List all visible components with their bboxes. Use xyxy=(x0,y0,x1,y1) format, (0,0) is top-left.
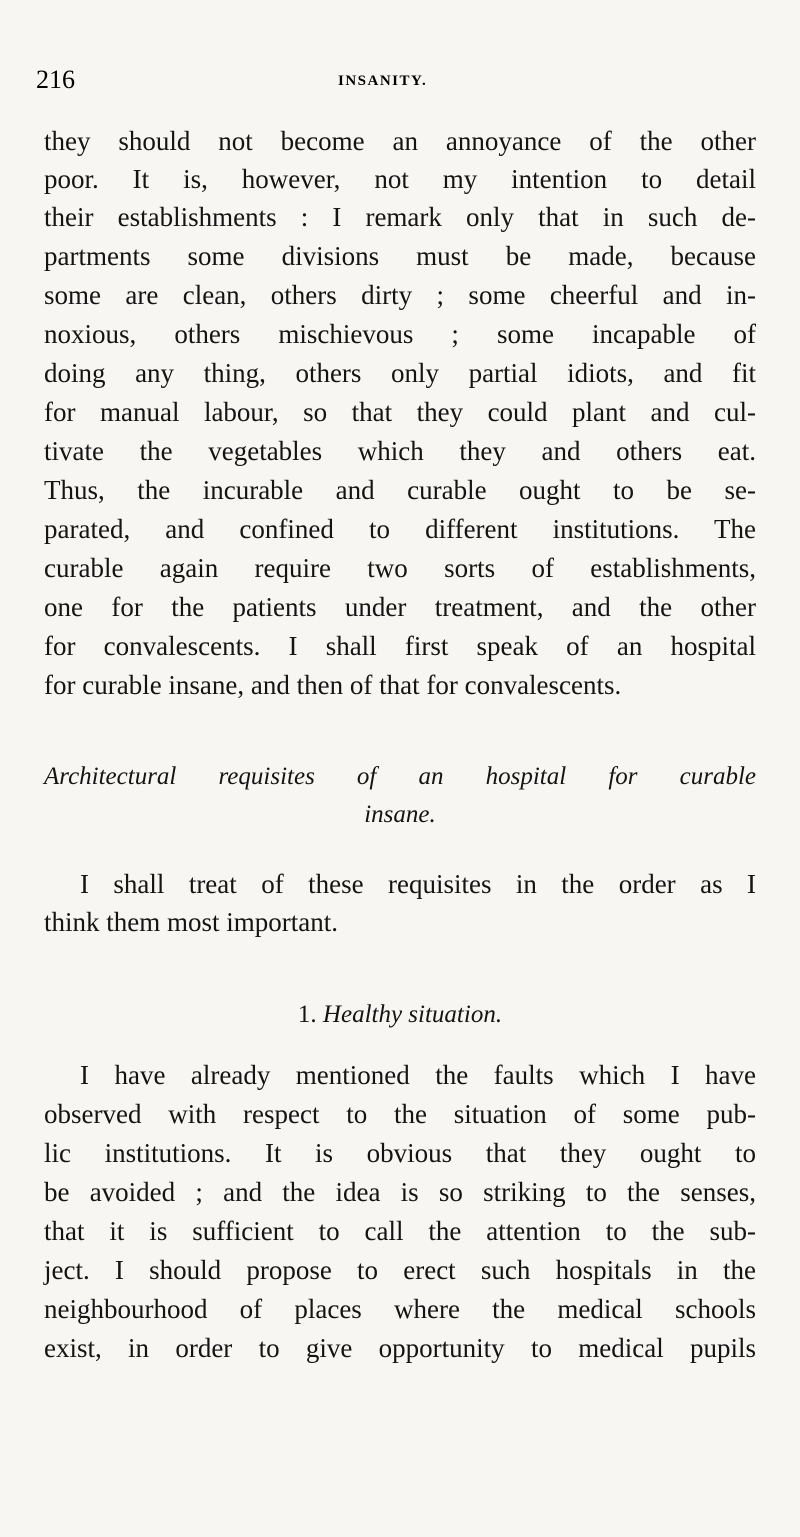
text-line: for manual labour, so that they could plant and cul- xyxy=(44,397,756,427)
text-line: that it is sufficient to call the attention to the sub- xyxy=(44,1216,756,1246)
text-line: I shall treat of these requisites in the order as I xyxy=(80,869,756,899)
section-heading-line: insane. xyxy=(364,801,436,828)
running-title: INSANITY. xyxy=(338,73,428,89)
text-line: noxious, others mischievous ; some incapable of xyxy=(44,319,756,349)
subsection-title: Healthy situation. xyxy=(322,1001,503,1028)
text-line: lic institutions. It is obvious that they ought to xyxy=(44,1138,756,1168)
text-line: one for the patients under treatment, and the other xyxy=(44,592,756,622)
text-line: they should not become an annoyance of the other xyxy=(44,126,756,156)
text-line: be avoided ; and the idea is so striking to the senses, xyxy=(44,1177,756,1207)
page-number: 216 xyxy=(36,65,75,94)
section-heading-line: Architectural requisites of an hospital for curable xyxy=(44,763,756,790)
text-line: I have already mentioned the faults which I have xyxy=(80,1060,756,1090)
text-line: neighbourhood of places where the medical schools xyxy=(44,1294,756,1324)
text-line: partments some divisions must be made, because xyxy=(44,241,756,271)
running-head xyxy=(36,62,756,98)
text-line: their establishments : I remark only that in such de- xyxy=(44,202,756,232)
text-line: doing any thing, others only partial idiots, and fit xyxy=(44,358,756,388)
subsection-heading xyxy=(44,996,756,1034)
text-line: exist, in order to give opportunity to medical pupils xyxy=(44,1333,756,1363)
subsection-number: 1. xyxy=(297,1001,317,1028)
text-line: tivate the vegetables which they and others eat. xyxy=(44,436,756,466)
text-line: some are clean, others dirty ; some cheerful and in- xyxy=(44,280,756,310)
text-line: think them most important. xyxy=(44,907,338,937)
text-line: curable again require two sorts of establishments, xyxy=(44,553,756,583)
text-line: parated, and confined to different institutions. The xyxy=(44,514,756,544)
text-line: poor. It is, however, not my intention to detail xyxy=(44,164,756,194)
text-line: for convalescents. I shall first speak of an hospital xyxy=(44,631,756,661)
text-line: for curable insane, and then of that for convalescents. xyxy=(44,670,622,700)
text-line: ject. I should propose to erect such hospitals in the xyxy=(44,1255,756,1285)
section-heading xyxy=(44,758,756,834)
text-line: Thus, the incurable and curable ought to be se- xyxy=(44,475,756,505)
text-line: observed with respect to the situation of some pub- xyxy=(44,1099,756,1129)
